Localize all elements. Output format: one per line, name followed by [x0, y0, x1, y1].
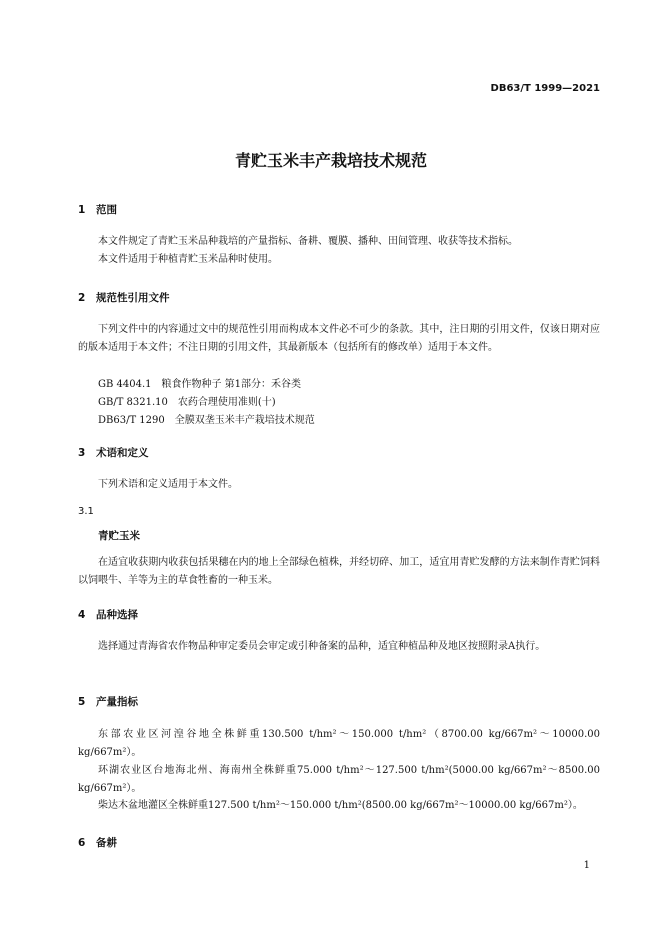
- section-5-paragraph-1: 东部农业区河湟谷地全株鲜重130.500 t/hm²～150.000 t/hm²（8700.00 kg/667m²～10000.00 kg/667m²）。: [78, 729, 600, 758]
- reference-item: GB 4404.1 粮食作物种子 第1部分：禾谷类: [98, 379, 302, 390]
- section-number: 4: [78, 609, 86, 621]
- section-1-paragraph-2: 本文件适用于种植青贮玉米品种时使用。: [98, 254, 278, 265]
- section-1-paragraph-1: 本文件规定了青贮玉米品种栽培的产量指标、备耕、覆膜、播种、田间管理、收获等技术指标。: [98, 236, 518, 247]
- section-4-heading: [78, 607, 138, 622]
- page-number: 1: [583, 860, 590, 871]
- section-1-heading: [78, 202, 117, 217]
- section-title: 术语和定义: [96, 447, 149, 459]
- section-3-heading: [78, 445, 149, 460]
- section-6-heading: [78, 835, 117, 850]
- section-2-paragraph-1: 下列文件中的内容通过文中的规范性引用而构成本文件必不可少的条款。其中，注日期的引用文件，仅该日期对应的版本适用于本文件；不注日期的引用文件，其最新版本（包括所有的修改单）适用于本文件。: [78, 324, 600, 353]
- section-4-paragraph-1: 选择通过青海省农作物品种审定委员会审定或引种备案的品种，适宜种植品种及地区按照附录A执行。: [98, 641, 546, 652]
- document-title: 青贮玉米丰产栽培技术规范: [234, 151, 427, 170]
- section-title: 备耕: [96, 837, 117, 849]
- reference-item: GB/T 8321.10 农药合理使用准则(十): [98, 397, 276, 408]
- standard-number: DB63/T 1999—2021: [490, 83, 600, 94]
- reference-item: DB63/T 1290 全膜双垄玉米丰产栽培技术规范: [98, 415, 315, 426]
- term-name: 青贮玉米: [98, 530, 140, 542]
- section-number: 5: [78, 696, 86, 708]
- term-definition: 在适宜收获期内收获包括果穗在内的地上全部绿色植株，并经切碎、加工，适宜用青贮发酵的方法来制作青贮饲料以饲喂牛、羊等为主的草食牲畜的一种玉米。: [78, 557, 600, 586]
- section-2-heading: [78, 290, 170, 305]
- section-title: 品种选择: [96, 609, 138, 621]
- section-number: 3: [78, 447, 86, 459]
- section-title: 规范性引用文件: [96, 292, 170, 304]
- section-number: 1: [78, 204, 86, 216]
- section-number: 2: [78, 292, 86, 304]
- section-number: 6: [78, 837, 86, 849]
- section-title: 产量指标: [96, 696, 138, 708]
- section-3-paragraph-1: 下列术语和定义适用于本文件。: [98, 479, 238, 490]
- section-5-heading: [78, 694, 138, 709]
- term-number: 3.1: [78, 506, 94, 517]
- section-5-paragraph-3: 柴达木盆地灌区全株鲜重127.500 t/hm²～150.000 t/hm²(8500.00 kg/667m²～10000.00 kg/667m²）。: [98, 800, 583, 811]
- section-5-paragraph-2: 环湖农业区台地海北州、海南州全株鲜重75.000 t/hm²～127.500 t/hm²(5000.00 kg/667m²～8500.00 kg/667m²）。: [78, 765, 600, 794]
- section-title: 范围: [96, 204, 117, 216]
